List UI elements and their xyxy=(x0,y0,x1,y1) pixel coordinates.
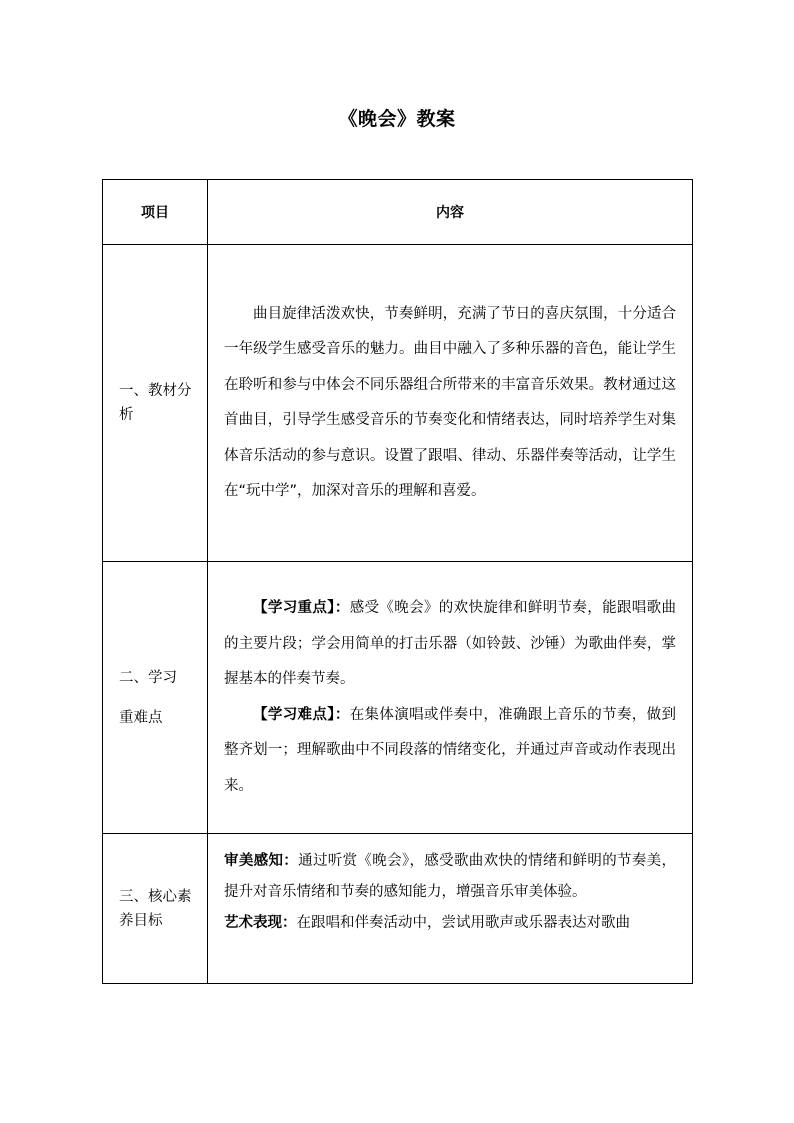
key-point-text: 感受《晚会》的欢快旋律和鲜明节奏，能跟唱歌曲的主要片段；学会用简单的打击乐器（如铃鼓、沙锤）为歌曲伴奏，掌握基本的伴奏节奏。 xyxy=(224,600,676,687)
table-row-key-difficult-points xyxy=(103,562,693,834)
row-item-label: 三、核心素养目标 xyxy=(103,834,208,984)
table-row-core-literacy-goals xyxy=(103,834,693,984)
table-row-material-analysis xyxy=(103,245,693,562)
content-paragraph: 曲目旋律活泼欢快，节奏鲜明，充满了节日的喜庆氛围，十分适合一年级学生感受音乐的魅力。曲目中融入了多种乐器的音色，能让学生在聆听和参与中体会不同乐器组合所带来的丰富音乐效果。教材通过这首曲目，引导学生感受音乐的节奏变化和情绪表达，同时培养学生对集体音乐活动的参与意识。设置了跟唱、律动、乐器伴奏等活动，让学生在“玩中学”，加深对音乐的理解和喜爱。 xyxy=(224,305,676,499)
content-paragraph xyxy=(224,846,676,908)
aesthetic-perception-text: 通过听赏《晚会》，感受歌曲欢快的情绪和鲜明的节奏美，提升对音乐情绪和节奏的感知能力，增强音乐审美体验。 xyxy=(224,853,676,900)
row-item-label xyxy=(103,562,208,834)
row-item-label-line1: 二、学习 xyxy=(119,669,177,686)
header-item: 项目 xyxy=(103,180,208,245)
table-header-row xyxy=(103,180,693,245)
lesson-plan-table xyxy=(102,179,693,984)
header-content: 内容 xyxy=(208,180,693,245)
artistic-expression-label: 艺术表现： xyxy=(224,915,297,931)
artistic-expression-text: 在跟唱和伴奏活动中，尝试用歌声或乐器表达对歌曲 xyxy=(296,915,630,931)
row-item-label: 一、教材分析 xyxy=(103,245,208,562)
difficult-point-text: 在集体演唱或伴奏中，准确跟上音乐的节奏，做到整齐划一；理解歌曲中不同段落的情绪变化，并通过声音或动作表现出来。 xyxy=(224,706,676,794)
row-content xyxy=(208,834,693,984)
aesthetic-perception-label: 审美感知： xyxy=(224,853,299,869)
row-content xyxy=(208,245,693,562)
row-content xyxy=(208,562,693,834)
document-title: 《晚会》教案 xyxy=(338,108,456,130)
content-paragraph xyxy=(224,908,676,939)
key-point-label: 【学习重点】： xyxy=(253,600,350,616)
content-paragraph xyxy=(224,698,676,805)
content-paragraph xyxy=(224,591,676,698)
row-item-label-line2: 重难点 xyxy=(119,709,163,726)
difficult-point-label: 【学习难点】： xyxy=(253,706,350,723)
